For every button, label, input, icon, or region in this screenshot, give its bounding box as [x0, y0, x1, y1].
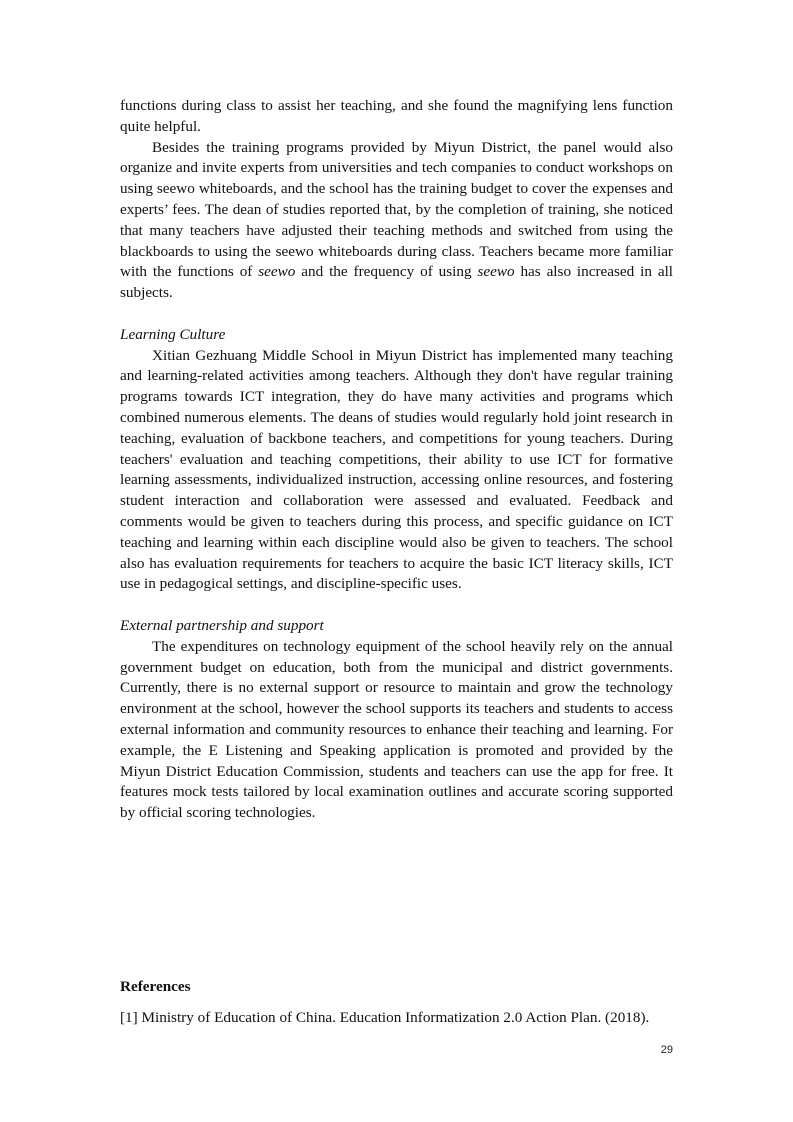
- page-body: [120, 96, 673, 824]
- seewo-emphasis-1: seewo: [258, 263, 296, 281]
- paragraph-training: [120, 138, 673, 304]
- seewo-emphasis-2: seewo: [477, 263, 515, 281]
- external-partnership-heading: External partnership and support: [120, 616, 324, 634]
- paragraph-continuation: functions during class to assist her teaching, and she found the magnifying lens function quite helpful.: [120, 97, 673, 135]
- learning-culture-paragraph: Xitian Gezhuang Middle School in Miyun District has implemented many teaching and learning-related activities among teachers. Although they don't have regular training programs towards ICT integration, they do have many activities and programs which combined numerous elements. The deans of studies would regularly hold joint research in teaching, evaluation of backbone teachers, and competitions for young teachers. During teachers' evaluation and teaching competitions, their ability to use ICT for formative learning assessments, individualized instruction, accessing online resources, and fostering student interaction and collaboration were assessed and evaluated. Feedback and comments would be given to teachers during this process, and specific guidance on ICT teaching and learning within each discipline would also be given to teachers. The school also has evaluation requirements for teachers to acquire the basic ICT literacy skills, ICT use in pedagogical settings, and discipline-specific uses.: [120, 346, 673, 593]
- training-text-part3: has also increased in all subjects.: [120, 263, 674, 302]
- references-heading: References: [120, 978, 191, 995]
- training-text-part1: Besides the training programs provided by Miyun District, the panel would also organize and invite experts from universities and tech companies to conduct workshops on using seewo whiteboards, and the school has the training budget to cover the expenses and experts’ fees. The dean of studies reported that, by the completion of training, she noticed that many teachers have adjusted their teaching methods and switched from using the blackboards to using the seewo whiteboards during class. Teachers became more familiar with the functions of: [120, 138, 673, 281]
- training-text-part2: and the frequency of using: [295, 263, 478, 281]
- page-number: 29: [660, 1044, 673, 1056]
- reference-item: [1] Ministry of Education of China. Education Informatization 2.0 Action Plan. (2018).: [120, 1009, 650, 1026]
- external-partnership-paragraph: The expenditures on technology equipment of the school heavily rely on the annual government budget on education, both from the municipal and district governments. Currently, there is no external support or resource to maintain and grow the technology environment at the school, however the school supports its teachers and students to access external information and community resources to enhance their teaching and learning. For example, the E Listening and Speaking application is promoted and provided by the Miyun District Education Commission, students and teachers can use the app for free. It features mock tests tailored by local examination outlines and accurate scoring supported by official scoring technologies.: [120, 637, 673, 822]
- learning-culture-heading: Learning Culture: [120, 325, 226, 343]
